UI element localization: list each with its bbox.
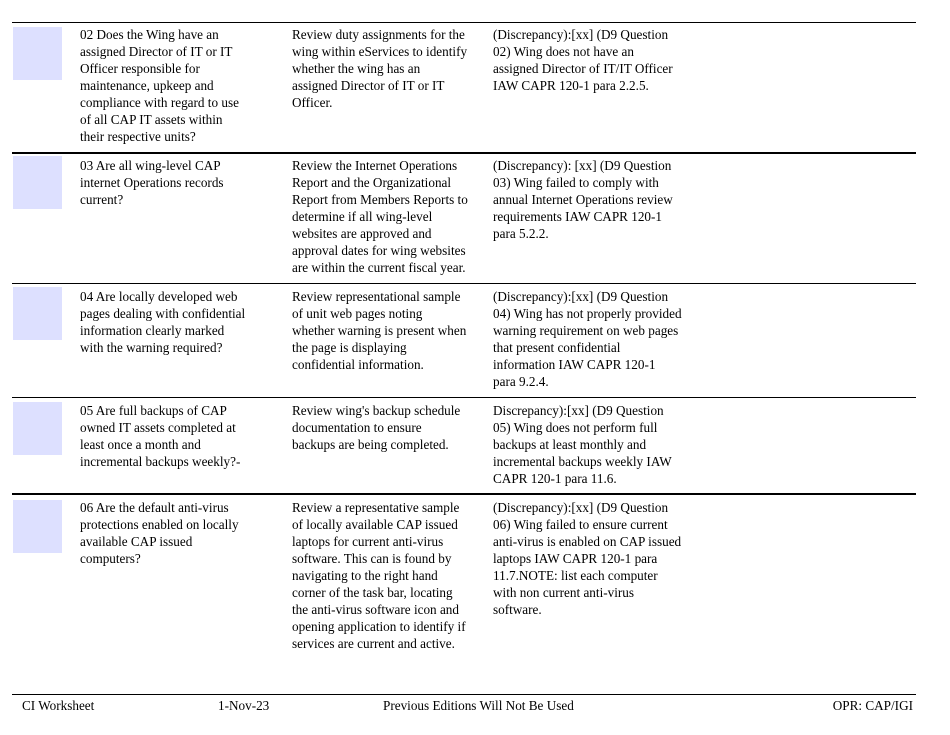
row-checkbox[interactable] [13,156,62,209]
row-checkbox[interactable] [13,402,62,455]
discrepancy-cell: (Discrepancy):[xx] (D9 Question 02) Wing does not have an assigned Director of IT/IT Officer IAW CAPR 120-1 para 2.2.5. [493,27,673,93]
footer-form-name: CI Worksheet [22,698,95,713]
row-divider [12,152,916,154]
row-divider [12,397,916,398]
review-cell: Review a representative sample of locally available CAP issued laptops for current anti-virus software. This can is found by navigating to the right hand corner of the task bar, locating the anti-virus software icon and opening application to identify if services are current and active. [292,500,466,651]
row-divider [12,22,916,23]
review-cell: Review wing's backup schedule documentation to ensure backups are being completed. [292,403,461,452]
review-cell: Review representational sample of unit web pages noting whether warning is present when the page is displaying confidential information. [292,289,467,372]
review-cell: Review the Internet Operations Report and the Organizational Report from Members Reports to determine if all wing-level websites are approved and approval dates for wing websites are within the current fiscal year. [292,158,468,275]
row-checkbox[interactable] [13,287,62,340]
question-cell: 02 Does the Wing have an assigned Director of IT or IT Officer responsible for maintenance, upkeep and compliance with regard to use of all CAP IT assets within their respective units? [80,27,239,144]
discrepancy-cell: (Discrepancy):[xx] (D9 Question 06) Wing failed to ensure current anti-virus is enabled on CAP issued laptops IAW CAPR 120-1 para 11.7.NOTE: list each computer with non current anti-virus software. [493,500,682,617]
footer-divider [12,694,916,695]
row-divider [12,283,916,284]
question-cell: 04 Are locally developed web pages dealing with confidential information clearly marked with the warning required? [80,289,246,355]
footer-notice: Previous Editions Will Not Be Used [383,698,574,713]
footer-opr: OPR: CAP/IGI [832,698,913,713]
footer-date: 1-Nov-23 [218,698,270,713]
row-checkbox[interactable] [13,27,62,80]
question-cell: 03 Are all wing-level CAP internet Operations records current? [80,158,224,207]
discrepancy-cell: (Discrepancy):[xx] (D9 Question 04) Wing has not properly provided warning requirement on web pages that present confidential information IAW CAPR 120-1 para 9.2.4. [493,289,682,389]
question-cell: 05 Are full backups of CAP owned IT assets completed at least once a month and incremental backups weekly?- [80,403,241,469]
discrepancy-cell: (Discrepancy): [xx] (D9 Question 03) Wing failed to comply with annual Internet Operations review requirements IAW CAPR 120-1 para 5.2.2. [493,158,673,241]
row-divider [12,493,916,495]
review-cell: Review duty assignments for the wing within eServices to identify whether the wing has an assigned Director of IT or IT Officer. [292,27,468,110]
question-cell: 06 Are the default anti-virus protections enabled on locally available CAP issued computers? [80,500,239,566]
row-checkbox[interactable] [13,500,62,553]
discrepancy-cell: Discrepancy):[xx] (D9 Question 05) Wing does not perform full backups at least monthly and incremental backups weekly IAW CAPR 120-1 para 11.6. [493,403,672,486]
